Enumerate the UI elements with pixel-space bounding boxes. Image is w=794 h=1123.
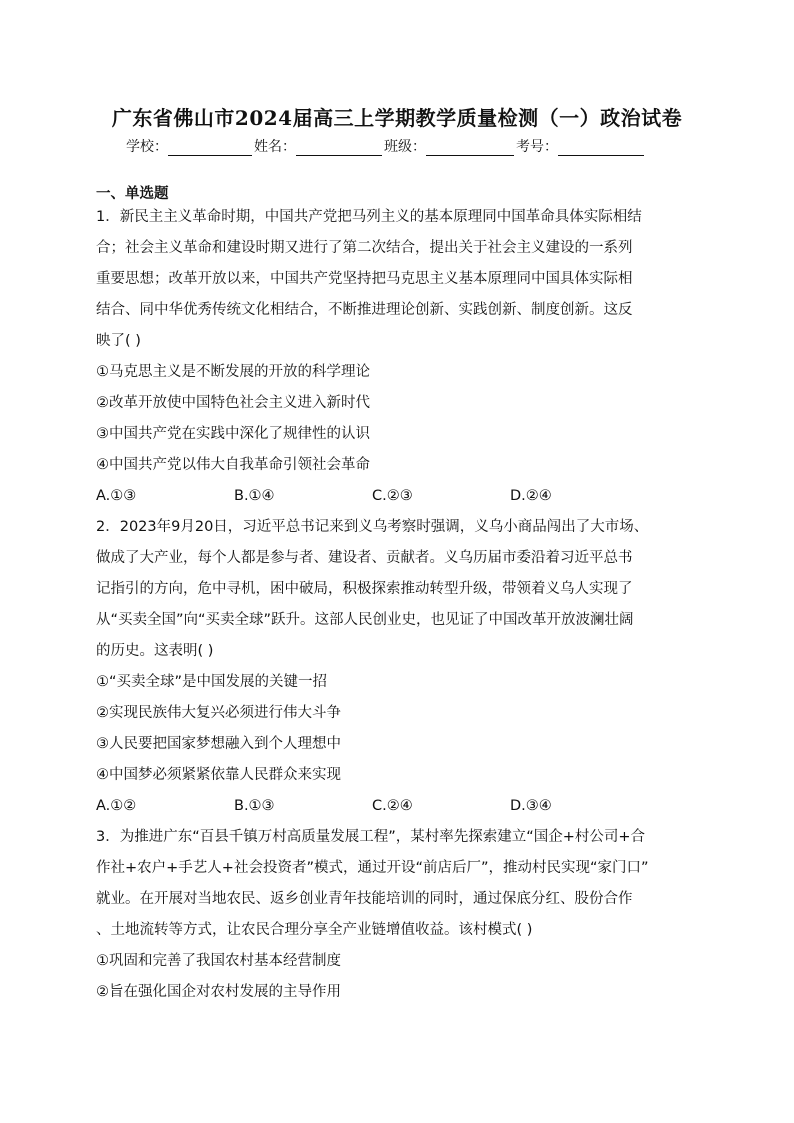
question-2 [96, 512, 704, 822]
section-heading: 一、单选题 [96, 186, 169, 202]
question-stem-line: 就业。在开展对当地农民、返乡创业青年技能培训的同时，通过保底分红、股份合作 [96, 891, 633, 907]
statement: ①巩固和完善了我国农村基本经营制度 [96, 953, 341, 969]
question-stem-line: 2．2023年9月20日，习近平总书记来到义乌考察时强调，义乌小商品闯出了大市场、 [96, 519, 649, 535]
question-stem-line: 做成了大产业，每个人都是参与者、建设者、贡献者。义乌历届市委沿着习近平总书 [96, 550, 633, 566]
question-stem-line: 从“买卖全国”向“买卖全球”跃升。这部人民创业史，也见证了中国改革开放波澜壮阔 [96, 612, 634, 628]
question-stem-line: 、土地流转等方式，让农民合理分享全产业链增值收益。该村模式( ) [96, 922, 533, 938]
option-b[interactable]: B.①③ [234, 798, 275, 814]
statement: ③中国共产党在实践中深化了规律性的认识 [96, 426, 370, 442]
answer-options [96, 481, 704, 512]
question-stem-line: 记指引的方向，危中寻机，困中破局，积极探索推动转型升级，带领着义乌人实现了 [96, 581, 633, 597]
statement: ②旨在强化国企对农村发展的主导作用 [96, 984, 341, 1000]
document-title: 广东省佛山市2024届高三上学期教学质量检测（一）政治试卷 [111, 106, 683, 130]
question-stem-line: 合；社会主义革命和建设时期又进行了第二次结合，提出关于社会主义建设的一系列 [96, 240, 633, 256]
class-label: 班级： [384, 139, 426, 155]
option-a[interactable]: A.①③ [96, 488, 137, 504]
name-blank [296, 140, 382, 156]
student-info-row [126, 136, 646, 156]
answer-options [96, 791, 704, 822]
statement: ④中国梦必须紧紧依靠人民群众来实现 [96, 767, 341, 783]
option-a[interactable]: A.①② [96, 798, 137, 814]
statement: ③人民要把国家梦想融入到个人理想中 [96, 736, 341, 752]
question-1 [96, 202, 704, 512]
class-blank [426, 140, 514, 156]
question-stem-line: 映了( ) [96, 333, 141, 349]
school-label: 学校： [126, 139, 168, 155]
question-3 [96, 822, 704, 1008]
question-stem-line: 1．新民主主义革命时期，中国共产党把马列主义的基本原理同中国革命具体实际相结 [96, 209, 642, 225]
question-stem-line: 的历史。这表明( ) [96, 643, 214, 659]
question-stem-line: 重要思想；改革开放以来，中国共产党坚持把马克思主义基本原理同中国具体实际相 [96, 271, 633, 287]
question-stem-line: 作社+农户+手艺人+社会投资者”模式，通过开设“前店后厂”，推动村民实现“家门口” [96, 860, 649, 876]
option-d[interactable]: D.②④ [510, 488, 552, 504]
option-c[interactable]: C.②③ [372, 488, 413, 504]
name-label: 姓名： [254, 139, 296, 155]
statement: ②实现民族伟大复兴必须进行伟大斗争 [96, 705, 341, 721]
statement: ①“买卖全球”是中国发展的关键一招 [96, 674, 328, 690]
school-blank [168, 140, 252, 156]
question-stem-line: 3．为推进广东“百县千镇万村高质量发展工程”，某村率先探索建立“国企+村公司+合 [96, 829, 646, 845]
option-d[interactable]: D.③④ [510, 798, 552, 814]
option-c[interactable]: C.②④ [372, 798, 413, 814]
questions-list [96, 202, 704, 1008]
statement: ②改革开放使中国特色社会主义进入新时代 [96, 395, 370, 411]
question-stem-line: 结合、同中华优秀传统文化相结合，不断推进理论创新、实践创新、制度创新。这反 [96, 302, 633, 318]
exam-number-blank [558, 140, 644, 156]
option-b[interactable]: B.①④ [234, 488, 275, 504]
exam-number-label: 考号： [516, 139, 558, 155]
statement: ④中国共产党以伟大自我革命引领社会革命 [96, 457, 370, 473]
statement: ①马克思主义是不断发展的开放的科学理论 [96, 364, 370, 380]
